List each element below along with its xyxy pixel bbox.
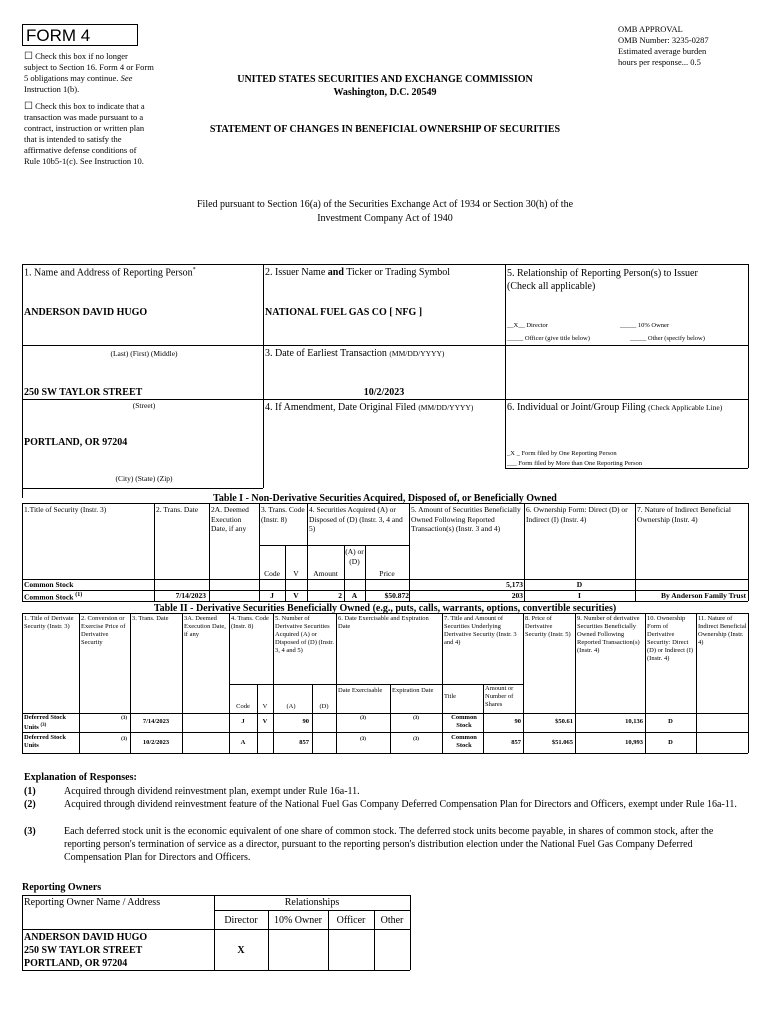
box2-label: 2. Issuer Name and Ticker or Trading Symbol xyxy=(265,267,451,278)
filed-pursuant: Filed pursuant to Section 16(a) of the Securities Exchange Act of 1934 or Section 30(h) of the Investment Company Act of 1940 xyxy=(196,199,574,224)
street-address: 250 SW TAYLOR STREET xyxy=(24,387,143,398)
t1-col6: 6. Ownership Form: Direct (D) or Indirect (I) (Instr. 4) xyxy=(526,505,628,524)
check-box-1-text: ☐ Check this box if no longer subject to Section 16. Form 4 or Form 5 obligations may continue. See Instruction 1(b). xyxy=(24,51,154,94)
footnote-2: (2) Acquired through dividend reinvestment feature of the National Fuel Gas Company Deferred Compensation Plan for Directors and Officers, exempt under Rule 16a-11. xyxy=(24,799,737,810)
t1-col3: 3. Trans. Code (Instr. 8) xyxy=(261,505,305,524)
agency-name: UNITED STATES SECURITIES AND EXCHANGE COMMISSION Washington, D.C. 20549 xyxy=(237,74,533,98)
checkbox-2[interactable]: ☐ xyxy=(24,101,33,112)
filing-more: ___ Form filed by More than One Reporting Person xyxy=(507,460,643,467)
table-row: Deferred Stock Units $^{(3)}$ xyxy=(24,714,66,732)
t1-col2: 2. Trans. Date xyxy=(156,505,199,514)
explanation-title: Explanation of Responses: xyxy=(24,772,137,783)
box3-label: 3. Date of Earliest Transaction (MM/DD/YYYY) xyxy=(265,348,445,359)
form-title-box xyxy=(22,24,138,46)
table-row: Common Stock $^{(1)}$ xyxy=(24,592,83,602)
t1-col7: 7. Nature of Indirect Beneficial Ownership (Instr. 4) xyxy=(637,505,731,524)
form-title: FORM 4 xyxy=(26,26,91,45)
rel-officer: _____ Officer (give title below) xyxy=(507,335,590,342)
table-row: Deferred Stock Units xyxy=(24,734,66,749)
filing-one: _X _ Form filed by One Reporting Person xyxy=(507,450,617,457)
t1-col4: 4. Securities Acquired (A) or Disposed of (D) (Instr. 3, 4 and 5) xyxy=(309,505,403,533)
footnote-3: (3) Each deferred stock unit is the economic equivalent of one share of common stock. The deferred stock units become payable, in shares of common stock, after the reporting person's termination of service as a director, pursuant to the reporting person's distribution election under the National Fuel Gas Company Deferred Compensation Plan for Directors and Officers. xyxy=(24,826,714,863)
street-caption: (Street) xyxy=(132,401,156,410)
omb-block: OMB APPROVAL OMB Number: 3235-0287 Estimated average burden hours per response... 0.5 xyxy=(618,24,709,67)
city-caption: (City) (State) (Zip) xyxy=(115,474,173,483)
box6-label: 6. Individual or Joint/Group Filing (Check Applicable Line) xyxy=(507,402,723,413)
t1-col5: 5. Amount of Securities Beneficially Owned Following Reported Transaction(s) (Instr. 3 and 4) xyxy=(411,505,521,533)
box5-label: 5. Relationship of Reporting Person(s) to Issuer (Check all applicable) xyxy=(507,268,698,292)
rel-10pct: _____ 10% Owner xyxy=(620,322,670,329)
owner-address: ANDERSON DAVID HUGO 250 SW TAYLOR STREET PORTLAND, OR 97204 xyxy=(24,932,148,969)
earliest-date: 10/2/2023 xyxy=(363,387,405,398)
name-caption: (Last) (First) (Middle) xyxy=(110,349,178,358)
owners-title: Reporting Owners xyxy=(22,882,102,893)
checkbox-1[interactable]: ☐ xyxy=(24,51,33,62)
rel-director: __X__ Director xyxy=(507,322,548,329)
check-box-2-text: ☐ Check this box to indicate that a transaction was made pursuant to a contract, instruction or written plan that is intended to satisfy the affirmative defense conditions of Rule 10b5-1(c). See Instruction 10. xyxy=(24,101,145,166)
rel-other: _____ Other (specify below) xyxy=(630,335,705,342)
box4-label: 4. If Amendment, Date Original Filed (MM/DD/YYYY) xyxy=(265,402,474,413)
director-mark: X xyxy=(237,945,245,956)
t1-col1: 1.Title of Security (Instr. 3) xyxy=(24,505,107,514)
city-address: PORTLAND, OR 97204 xyxy=(24,437,128,448)
table2-title: Table II - Derivative Securities Beneficially Owned (e.g., puts, calls, warrants, options, convertible securities) xyxy=(153,603,617,614)
table1-title: Table I - Non-Derivative Securities Acquired, Disposed of, or Beneficially Owned xyxy=(213,493,557,504)
t1-col2a: 2A. Deemed Execution Date, if any xyxy=(211,505,249,533)
statement-title: STATEMENT OF CHANGES IN BENEFICIAL OWNERSHIP OF SECURITIES xyxy=(209,124,561,135)
table-row: Common Stock xyxy=(24,580,74,589)
reporting-name: ANDERSON DAVID HUGO xyxy=(24,307,148,318)
footnote-1: (1) Acquired through dividend reinvestment plan, exempt under Rule 16a-11. xyxy=(24,786,360,797)
box1-label: 1. Name and Address of Reporting Person* xyxy=(24,267,196,279)
issuer-name: NATIONAL FUEL GAS CO [ NFG ] xyxy=(265,307,423,318)
